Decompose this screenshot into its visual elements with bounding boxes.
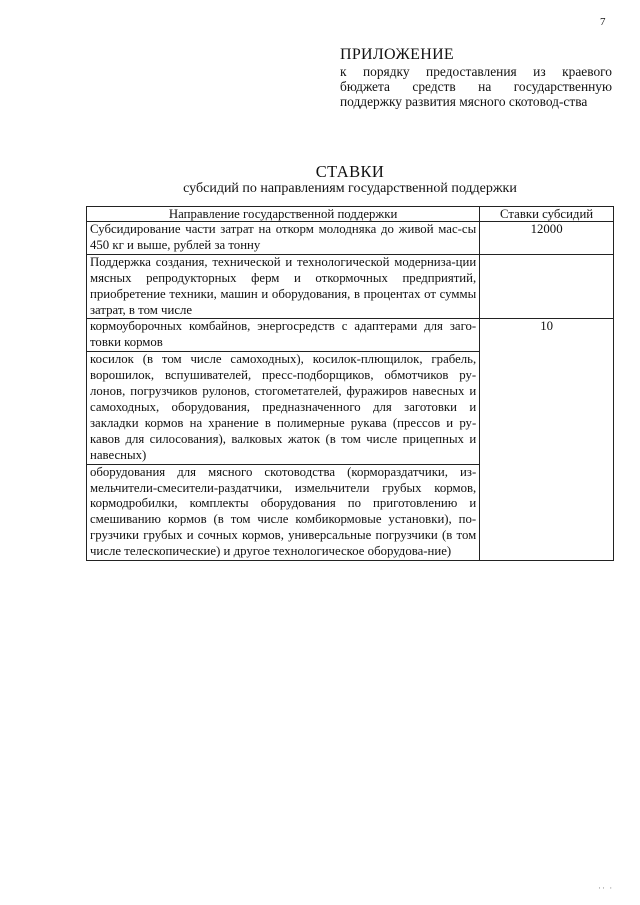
page-number: 7 <box>600 16 606 28</box>
equipment-rate: 10 <box>480 319 614 561</box>
subsidy-rates-table <box>86 206 614 561</box>
row-1-direction: Субсидирование части затрат на откорм молодняка до живой мас-сы 450 кг и выше, рублей за тонну <box>87 222 480 255</box>
row-2-rate <box>480 254 614 319</box>
table-row <box>87 319 614 352</box>
appendix-block <box>340 46 612 109</box>
header-rate: Ставки субсидий <box>480 207 614 222</box>
row-5-direction: оборудования для мясного скотоводства (кормораздатчики, из-мельчители-смесители-раздатчики, измельчители грубых кормов, кормодробилки, комплекты оборудования по приготовлению и смешиванию кормов (в том числе комбикормовые установки), по-грузчики грубых и сочных кормов, универсальные погрузчики (в том числе телескопические) и другое технологическое оборудова-ние) <box>87 464 480 560</box>
heading-subtitle: субсидий по направлениям государственной поддержки <box>183 181 517 196</box>
row-2-direction: Поддержка создания, технической и технологической модерниза-ции мясных репродукторных ферм и откормочных предприятий, приобретение техники, машин и оборудования, в процентах от суммы затрат, в том числе <box>87 254 480 319</box>
scan-edge-mark: ·· · <box>598 883 614 893</box>
table-row <box>87 222 614 255</box>
document-heading <box>86 162 614 197</box>
appendix-text: к порядку предоставления из краевого бюджета средств на государственную поддержку развития мясного скотовод-ства <box>340 64 612 109</box>
table-row <box>87 254 614 319</box>
table-header-row <box>87 207 614 222</box>
header-direction: Направление государственной поддержки <box>87 207 480 222</box>
row-4-direction: косилок (в том числе самоходных), косилок-плющилок, грабель, ворошилок, вспушивателей, пресс-подборщиков, обмотчиков ру-лонов, погрузчиков рулонов, стогометателей, фуражиров навесных и самоходных, оборудования, предназначенного для заготовки и закладки кормов на хранение в полимерные рукава (прессов и ру-кавов для силосования), валковых жаток (в том числе прицепных и навесных) <box>87 352 480 464</box>
heading-title: СТАВКИ <box>315 162 385 181</box>
row-3-direction: кормоуборочных комбайнов, энергосредств с адаптерами для заго-товки кормов <box>87 319 480 352</box>
appendix-title: ПРИЛОЖЕНИЕ <box>340 46 455 63</box>
row-1-rate: 12000 <box>480 222 614 255</box>
